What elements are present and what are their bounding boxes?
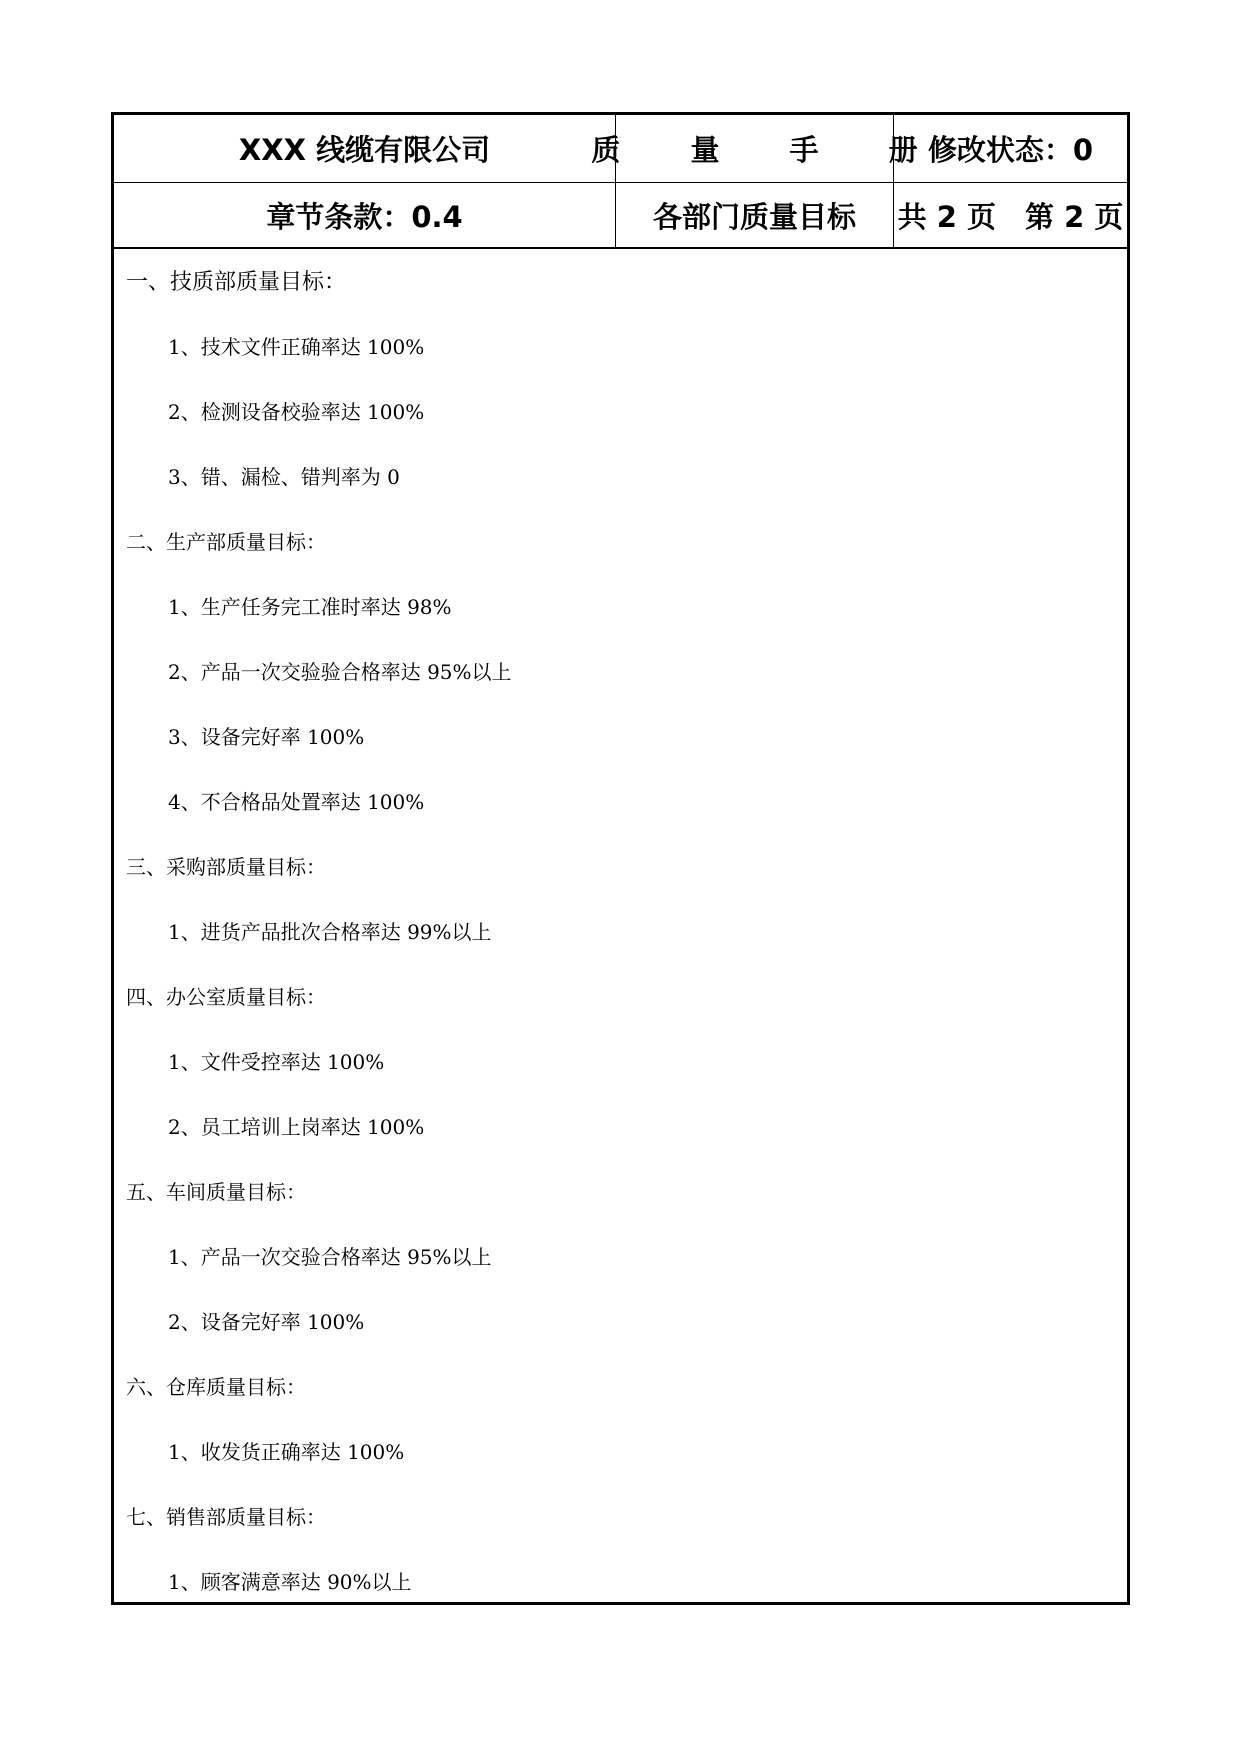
page-count: 共 2 页 第 2 页 [897, 199, 1124, 234]
section-title: 六、仓库质量目标： [126, 1375, 306, 1399]
list-item: 2、员工培训上岗率达 100% [168, 1115, 425, 1139]
list-item: 1、顾客满意率达 90%以上 [168, 1570, 412, 1594]
page-subject: 各部门质量目标 [616, 183, 894, 247]
list-item: 2、产品一次交验验合格率达 95%以上 [168, 660, 512, 684]
document-type [591, 115, 948, 182]
list-item: 1、文件受控率达 100% [168, 1050, 385, 1074]
list-item: 3、错、漏检、错判率为 0 [168, 465, 400, 489]
list-item: 1、技术文件正确率达 100% [168, 335, 425, 359]
list-item: 4、不合格品处置率达 100% [168, 790, 425, 814]
section-title: 三、采购部质量目标： [126, 855, 326, 879]
section-title: 一、技质部质量目标： [126, 270, 347, 295]
clause-number: 章节条款：0.4 [114, 183, 616, 247]
list-item: 3、设备完好率 100% [168, 725, 365, 749]
list-item: 2、检测设备校验率达 100% [168, 400, 425, 424]
document-type-text: 质 量 手 册 [591, 133, 948, 167]
header-row-2 [114, 183, 1127, 249]
revision-status: 修改状态：0 [927, 133, 1094, 167]
list-item: 1、收发货正确率达 100% [168, 1440, 405, 1464]
header-row-1 [114, 115, 1127, 183]
section-title: 五、车间质量目标： [126, 1180, 306, 1204]
section-title: 二、生产部质量目标： [126, 530, 326, 554]
company-name: XXX 线缆有限公司 [114, 115, 616, 182]
section-title: 七、销售部质量目标： [126, 1505, 326, 1529]
list-item: 1、生产任务完工准时率达 98% [168, 595, 452, 619]
section-title: 四、办公室质量目标： [126, 985, 326, 1009]
list-item: 2、设备完好率 100% [168, 1310, 365, 1334]
list-item: 1、产品一次交验合格率达 95%以上 [168, 1245, 492, 1269]
quality-manual-page [111, 112, 1130, 1605]
list-item: 1、进货产品批次合格率达 99%以上 [168, 920, 492, 944]
